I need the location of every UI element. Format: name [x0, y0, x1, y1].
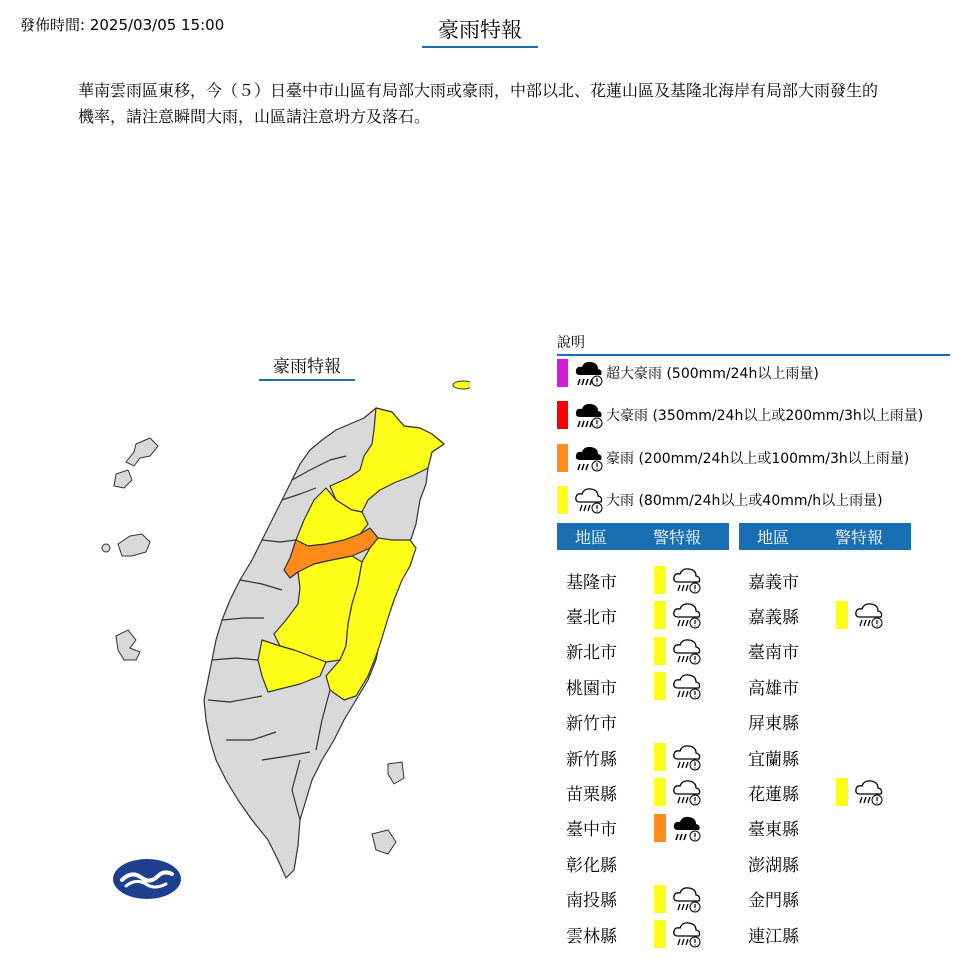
region-name: 嘉義市	[748, 572, 799, 593]
heavy-rain-icon	[854, 778, 884, 806]
region-name: 高雄市	[748, 678, 799, 699]
region-name: 花蓮縣	[748, 784, 799, 805]
legend-swatch	[557, 444, 568, 472]
region-name: 屏東縣	[748, 714, 799, 735]
table-row	[557, 742, 702, 772]
legend-swatch	[557, 401, 568, 429]
region-name: 嘉義縣	[748, 607, 799, 628]
heavy-rain-icon	[574, 486, 604, 514]
heavy-rain-icon	[672, 778, 702, 806]
legend-label: 大豪雨 (350mm/24h以上或200mm/3h以上雨量)	[606, 408, 924, 424]
table-row	[739, 813, 818, 843]
torrential-rain-icon	[574, 401, 604, 429]
warning-description: 華南雲雨區東移，今（５）日臺中市山區有局部大雨或豪雨，中部以北、花蓮山區及基隆北海岸有局部大雨發生的機率，請注意瞬間大雨，山區請注意坍方及落石。	[78, 81, 879, 126]
table-row	[739, 742, 818, 772]
legend-label: 大雨 (80mm/24h以上或40mm/h以上雨量)	[606, 493, 883, 509]
torrential-rain-icon	[574, 359, 604, 387]
region-name: 連江縣	[748, 926, 799, 947]
region-name: 苗栗縣	[566, 784, 617, 805]
region-name: 桃園市	[566, 678, 617, 699]
table-row	[557, 707, 636, 737]
table-row	[557, 813, 702, 843]
orchid-island	[372, 830, 396, 854]
table-row	[739, 600, 884, 630]
map-title: 豪雨特報	[259, 352, 355, 381]
warning-level-bar	[654, 814, 666, 842]
warning-level-bar	[654, 566, 666, 594]
heavy-rain-icon	[672, 920, 702, 948]
region-name: 澎湖縣	[748, 855, 799, 876]
region-name: 臺中市	[566, 820, 617, 841]
legend-item-heavy	[557, 485, 883, 515]
column-header-warning: 警特報	[652, 528, 701, 547]
column-header-region: 地區	[756, 528, 789, 547]
table-row	[557, 919, 702, 949]
green-island	[388, 762, 404, 784]
penghu-islands	[102, 438, 158, 660]
legend-title: 說明	[557, 332, 950, 356]
region-name: 宜蘭縣	[748, 749, 799, 770]
heavy-rain-icon	[672, 672, 702, 700]
region-name: 臺東縣	[748, 820, 799, 841]
heavy-rain-icon	[672, 743, 702, 771]
heavy-rain-icon	[672, 637, 702, 665]
region-name: 彰化縣	[566, 855, 617, 876]
legend-swatch	[557, 486, 568, 514]
warning-level-bar	[654, 885, 666, 913]
table-header-right	[739, 523, 911, 550]
table-row	[557, 884, 702, 914]
table-header-left	[557, 523, 729, 550]
table-row	[557, 600, 702, 630]
table-row	[739, 919, 818, 949]
table-row	[557, 848, 636, 878]
region-name: 新北市	[566, 643, 617, 664]
warning-level-bar	[654, 743, 666, 771]
warning-level-bar	[654, 601, 666, 629]
heavy-rain-icon	[672, 566, 702, 594]
legend-item-extremely-torrential	[557, 358, 819, 388]
region-name: 臺北市	[566, 607, 617, 628]
taiwan-warning-map	[90, 345, 470, 905]
warning-level-bar	[654, 672, 666, 700]
region-name: 新竹市	[566, 714, 617, 735]
table-row	[739, 565, 818, 595]
region-name: 臺南市	[748, 643, 799, 664]
torrential-rain-icon	[574, 444, 604, 472]
heavy-rain-icon	[672, 601, 702, 629]
region-name: 基隆市	[566, 572, 617, 593]
legend-swatch	[557, 359, 568, 387]
cwa-logo	[112, 858, 182, 900]
table-row	[739, 777, 884, 807]
issue-time: 發佈時間: 2025/03/05 15:00	[20, 16, 225, 34]
region-name: 雲林縣	[566, 926, 617, 947]
table-row	[557, 777, 702, 807]
table-row	[557, 565, 702, 595]
region-name: 新竹縣	[566, 749, 617, 770]
page-title: 豪雨特報	[422, 14, 538, 48]
warning-level-bar	[654, 920, 666, 948]
heavy-rain-icon	[854, 601, 884, 629]
region-name: 金門縣	[748, 891, 799, 912]
warning-level-bar	[654, 778, 666, 806]
warning-level-bar	[836, 778, 848, 806]
table-row	[739, 636, 818, 666]
table-row	[739, 707, 818, 737]
legend-label: 豪雨 (200mm/24h以上或100mm/3h以上雨量)	[606, 451, 910, 467]
warning-level-bar	[654, 637, 666, 665]
legend-item-torrential-heavy	[557, 400, 923, 430]
table-row	[739, 848, 818, 878]
legend-item-torrential	[557, 443, 909, 473]
table-row	[739, 671, 818, 701]
column-header-region: 地區	[574, 528, 607, 547]
heavy-rain-icon	[672, 885, 702, 913]
table-row	[557, 636, 702, 666]
pengjia-islet	[453, 381, 470, 389]
column-header-warning: 警特報	[834, 528, 883, 547]
legend-label: 超大豪雨 (500mm/24h以上雨量)	[606, 366, 819, 382]
table-row	[739, 884, 818, 914]
warning-level-bar	[836, 601, 848, 629]
table-row	[557, 671, 702, 701]
region-name: 南投縣	[566, 891, 617, 912]
torrential-rain-icon	[672, 814, 702, 842]
